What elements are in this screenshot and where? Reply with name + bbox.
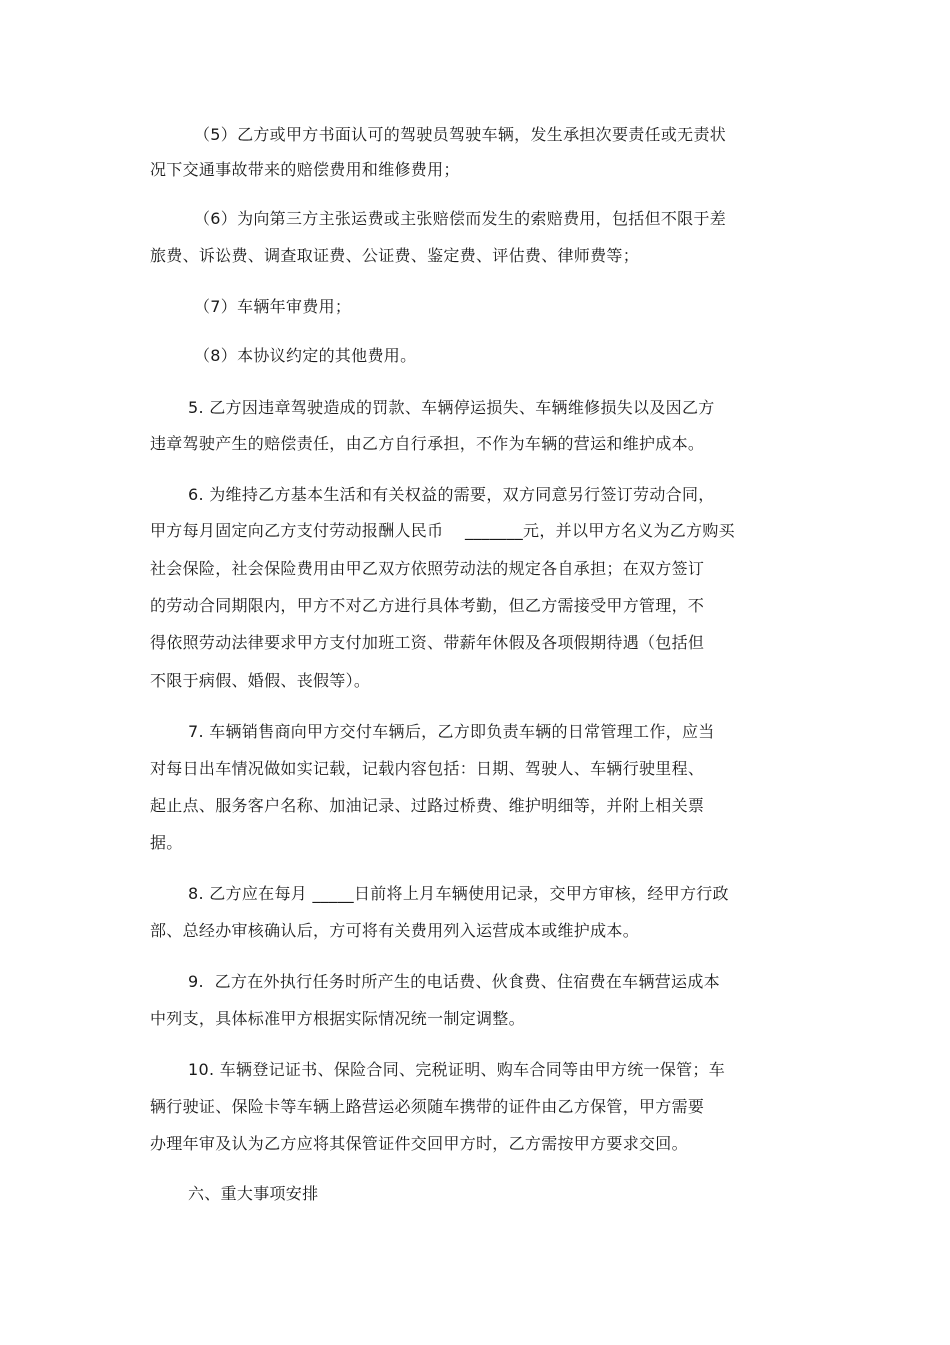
text-line: 旅费、诉讼费、调查取证费、公证费、鉴定费、评估费、律师费等； xyxy=(150,246,640,265)
text-line: （8）本协议约定的其他费用。 xyxy=(194,346,417,365)
text-line: 8. 乙方应在每月 _____日前将上月车辆使用记录，交甲方审核，经甲方行政 xyxy=(188,884,729,903)
text-line: 社会保险，社会保险费用由甲乙双方依照劳动法的规定各自承担；在双方签订 xyxy=(150,559,705,578)
section-heading: 六、重大事项安排 xyxy=(188,1184,319,1203)
text-line: 7. 车辆销售商向甲方交付车辆后，乙方即负责车辆的日常管理工作，应当 xyxy=(188,722,715,741)
text-line: 部、总经办审核确认后，方可将有关费用列入运营成本或维护成本。 xyxy=(150,921,640,940)
text-line: 不限于病假、婚假、丧假等）。 xyxy=(150,671,371,690)
text-line: 对每日出车情况做如实记载，记载内容包括：日期、驾驶人、车辆行驶里程、 xyxy=(150,759,705,778)
text-line: 中列支，具体标准甲方根据实际情况统一制定调整。 xyxy=(150,1009,525,1028)
text-line: （6）为向第三方主张运费或主张赔偿而发生的索赔费用，包括但不限于差 xyxy=(194,209,727,228)
text-line: 据。 xyxy=(150,833,183,852)
text-line: 9. 乙方在外执行任务时所产生的电话费、伙食费、住宿费在车辆营运成本 xyxy=(188,972,720,991)
text-line: （7）车辆年审费用； xyxy=(194,297,352,316)
text-line: 辆行驶证、保险卡等车辆上路营运必须随车携带的证件由乙方保管，甲方需要 xyxy=(150,1097,705,1116)
text-line: 的劳动合同期限内，甲方不对乙方进行具体考勤，但乙方需接受甲方管理，不 xyxy=(150,596,705,615)
text-line: 办理年审及认为乙方应将其保管证件交回甲方时，乙方需按甲方要求交回。 xyxy=(150,1134,688,1153)
text-line: 况下交通事故带来的赔偿费用和维修费用； xyxy=(150,160,460,179)
text-line: 6. 为维持乙方基本生活和有关权益的需要，双方同意另行签订劳动合同， xyxy=(188,485,715,504)
text-line: 起止点、服务客户名称、加油记录、过路过桥费、维护明细等，并附上相关票 xyxy=(150,796,705,815)
text-line: 违章驾驶产生的赔偿责任，由乙方自行承担，不作为车辆的营运和维护成本。 xyxy=(150,434,705,453)
text-line: 10. 车辆登记证书、保险合同、完税证明、购车合同等由甲方统一保管；车 xyxy=(188,1060,726,1079)
text-line: 甲方每月固定向乙方支付劳动报酬人民币 _______元，并以甲方名义为乙方购买 xyxy=(150,521,735,540)
text-line: （5）乙方或甲方书面认可的驾驶员驾驶车辆，发生承担次要责任或无责状 xyxy=(194,125,727,144)
text-line: 5. 乙方因违章驾驶造成的罚款、车辆停运损失、车辆维修损失以及因乙方 xyxy=(188,398,715,417)
text-line: 得依照劳动法律要求甲方支付加班工资、带薪年休假及各项假期待遇（包括但 xyxy=(150,633,705,652)
